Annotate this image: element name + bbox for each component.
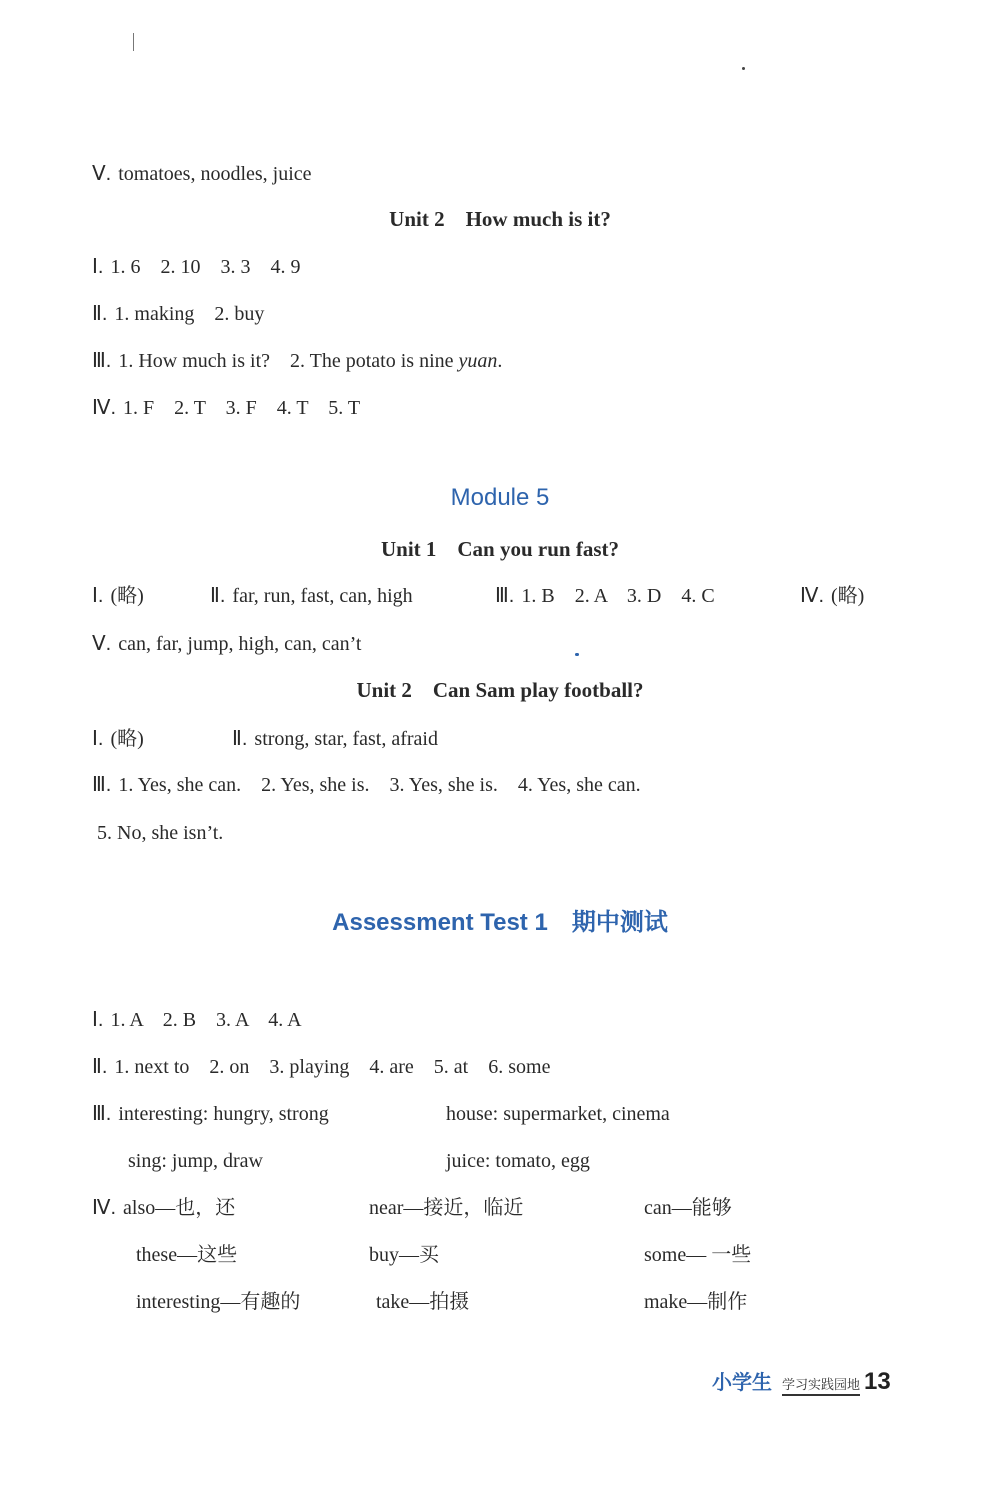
section-title: Assessment Test 1 期中测试: [332, 909, 668, 936]
roman-numeral: Ⅴ.: [92, 633, 112, 655]
answer-line: [210, 582, 413, 610]
answer-line: [92, 1053, 550, 1081]
vocab-pair: some— 一些: [644, 1244, 752, 1266]
vocab-pair: buy—买: [369, 1244, 439, 1266]
page-number: 13: [864, 1368, 891, 1395]
roman-numeral: Ⅱ.: [210, 585, 226, 607]
answer-text: (略): [831, 585, 865, 607]
answer-text: 1. F 2. T 3. F 4. T 5. T: [123, 397, 361, 419]
module-title: Module 5: [450, 484, 550, 511]
vocab-pair: also—也，还: [123, 1197, 236, 1219]
answer-text: 1. Yes, she can. 2. Yes, she is. 3. Yes, she is. 4. Yes, she can.: [118, 774, 641, 796]
scan-dot: [742, 67, 745, 70]
answer-line: [97, 819, 223, 847]
vocab-pair: take—拍摄: [376, 1291, 470, 1313]
answer-line: [92, 300, 264, 328]
answer-line: [495, 582, 715, 610]
answer-text: 1. B 2. A 3. D 4. C: [521, 585, 715, 607]
answer-text: interesting: hungry, strong: [118, 1103, 329, 1125]
vocab-pair: these—这些: [136, 1244, 238, 1266]
answer-text: strong, star, fast, afraid: [254, 728, 438, 750]
brand-title: 小学生: [712, 1370, 772, 1394]
answer-text: 1. How much is it? 2. The potato is nine: [118, 350, 454, 372]
roman-numeral: Ⅰ.: [92, 256, 104, 278]
answer-text: 1. next to 2. on 3. playing 4. are 5. at 6. some: [114, 1056, 551, 1078]
roman-numeral: Ⅳ.: [92, 1197, 117, 1219]
answer-italic: yuan: [458, 350, 498, 372]
answer-line: [92, 253, 300, 281]
vocab-pair: can—能够: [644, 1197, 732, 1219]
answer-text: .: [497, 350, 503, 372]
answer-line: [92, 630, 361, 658]
unit-heading: Unit 2 How much is it?: [389, 207, 611, 231]
answer-text: sing: jump, draw: [128, 1150, 263, 1172]
roman-numeral: Ⅳ.: [800, 585, 825, 607]
roman-numeral: Ⅲ.: [92, 350, 112, 372]
answer-text: 5. No, she isn’t.: [97, 822, 224, 844]
answer-line: [92, 347, 502, 375]
answer-line: [92, 394, 360, 422]
unit-heading: Unit 1 Can you run fast?: [380, 537, 620, 561]
answer-line: [92, 582, 144, 610]
vocab-pair: near—接近，临近: [369, 1197, 524, 1219]
answer-text: 1. 6 2. 10 3. 3 4. 9: [110, 256, 301, 278]
answer-line: [92, 725, 144, 753]
answer-line: [92, 1194, 235, 1222]
answer-line: [800, 582, 864, 610]
answer-text: house: supermarket, cinema: [446, 1103, 670, 1125]
roman-numeral: Ⅱ.: [92, 303, 108, 325]
answer-text: (略): [110, 728, 144, 750]
vocab-pair: make—制作: [644, 1291, 748, 1313]
answer-text: (略): [110, 585, 144, 607]
answer-text: tomatoes, noodles, juice: [118, 163, 312, 185]
vocab-pair: interesting—有趣的: [136, 1291, 301, 1313]
roman-numeral: Ⅰ.: [92, 585, 104, 607]
answer-line: [92, 1006, 302, 1034]
answer-text: 1. making 2. buy: [114, 303, 265, 325]
answer-text: juice: tomato, egg: [446, 1150, 590, 1172]
roman-numeral: Ⅱ.: [92, 1056, 108, 1078]
footer-brand: [712, 1366, 891, 1396]
scan-dot: [575, 653, 579, 656]
answer-text: can, far, jump, high, can, can’t: [118, 633, 362, 655]
scan-mark: [133, 33, 134, 51]
roman-numeral: Ⅰ.: [92, 1009, 104, 1031]
answer-text: far, run, fast, can, high: [232, 585, 413, 607]
brand-subtitle: 学习实践园地: [782, 1374, 860, 1396]
roman-numeral: Ⅲ.: [495, 585, 515, 607]
roman-numeral: Ⅱ.: [232, 728, 248, 750]
roman-numeral: Ⅲ.: [92, 1103, 112, 1125]
roman-numeral: Ⅰ.: [92, 728, 104, 750]
roman-numeral: Ⅳ.: [92, 397, 117, 419]
answer-line: [92, 1100, 329, 1128]
unit-heading: Unit 2 Can Sam play football?: [356, 678, 644, 702]
answer-line: [92, 160, 312, 188]
answer-line: [232, 725, 438, 753]
answer-text: 1. A 2. B 3. A 4. A: [110, 1009, 302, 1031]
roman-numeral: Ⅲ.: [92, 774, 112, 796]
roman-numeral: Ⅴ.: [92, 163, 112, 185]
answer-line: [92, 771, 641, 799]
